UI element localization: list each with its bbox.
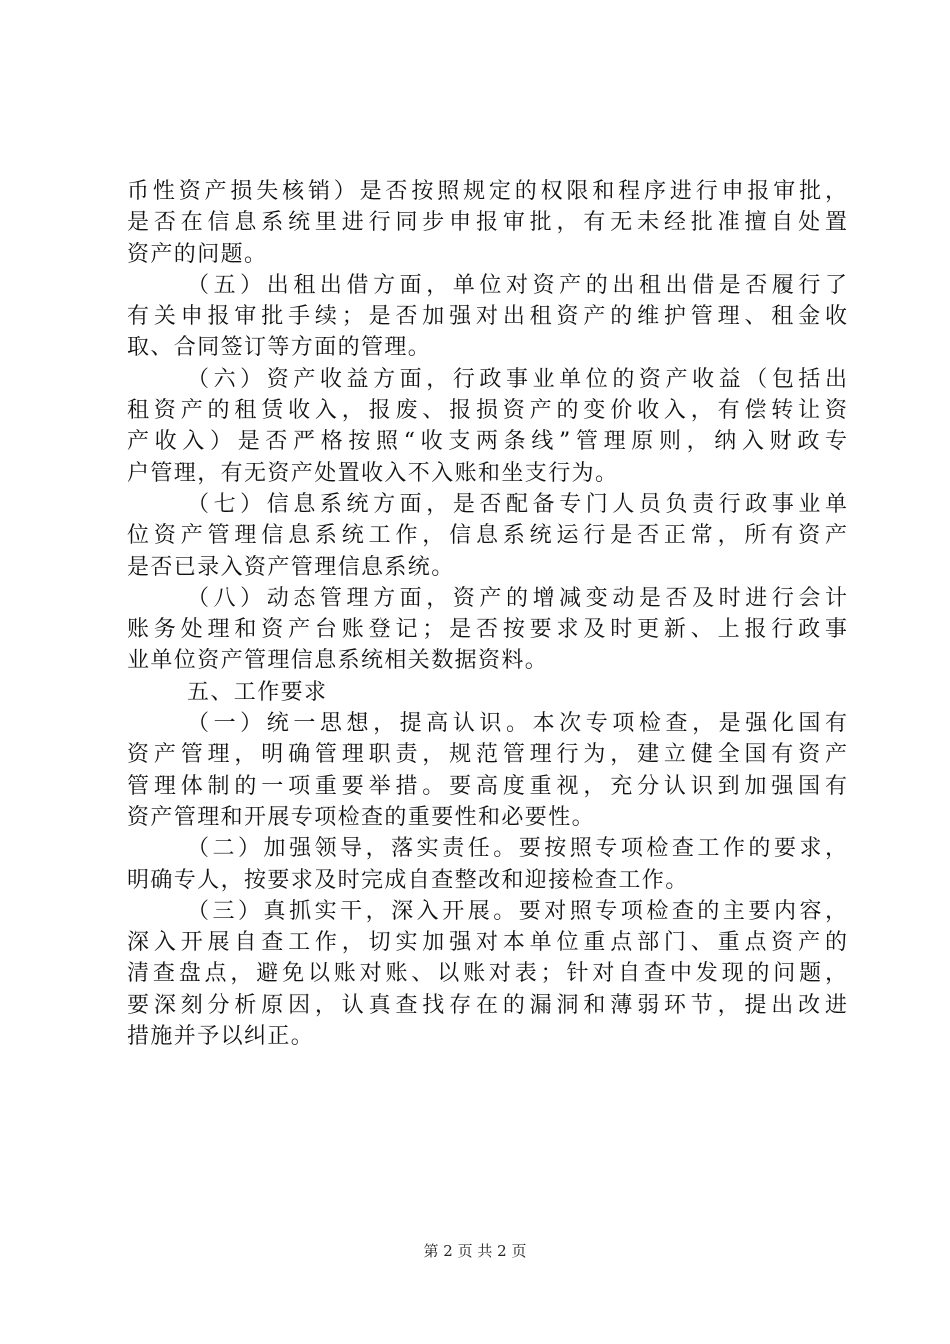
text-line: 资产管理和开展专项检查的重要性和必要性。: [127, 804, 596, 830]
text-line: 五、工作要求: [187, 679, 328, 705]
text-line: （七）信息系统方面，是否配备专门人员负责行政事业单: [187, 491, 847, 517]
text-line: 产收入）是否严格按照“收支两条线”管理原则，纳入财政专: [127, 429, 847, 455]
page-footer: 第 2 页 共 2 页: [423, 1242, 527, 1260]
text-line: （六）资产收益方面，行政事业单位的资产收益（包括出: [187, 366, 847, 392]
text-line: 是否在信息系统里进行同步申报审批，有无未经批准擅自处置: [127, 210, 847, 236]
text-line: 币性资产损失核销）是否按照规定的权限和程序进行申报审批，: [127, 179, 847, 204]
text-line: （五）出租出借方面，单位对资产的出租出借是否履行了: [187, 272, 847, 298]
text-line: 有关申报审批手续；是否加强对出租资产的维护管理、租金收: [127, 304, 847, 330]
text-line: 账务处理和资产台账登记；是否按要求及时更新、上报行政事: [127, 617, 847, 643]
text-line: 业单位资产管理信息系统相关数据资料。: [127, 648, 549, 674]
text-line: 取、合同签订等方面的管理。: [127, 335, 432, 361]
text-line: 户管理，有无资产处置收入不入账和坐支行为。: [127, 460, 619, 486]
text-line: 措施并予以纠正。: [127, 1024, 315, 1050]
text-line: （三）真抓实干，深入开展。要对照专项检查的主要内容，: [187, 898, 847, 924]
text-line: （二）加强领导，落实责任。要按照专项检查工作的要求，: [187, 836, 847, 862]
text-line: 资产的问题。: [127, 241, 268, 267]
text-line: 深入开展自查工作，切实加强对本单位重点部门、重点资产的: [127, 930, 847, 956]
text-line: （一）统一思想，提高认识。本次专项检查，是强化国有: [187, 711, 847, 737]
text-line: 明确专人，按要求及时完成自查整改和迎接检查工作。: [127, 867, 689, 893]
text-line: 要深刻分析原因，认真查找存在的漏洞和薄弱环节，提出改进: [127, 992, 847, 1018]
text-line: 租资产的租赁收入，报废、报损资产的变价收入，有偿转让资: [127, 398, 847, 424]
text-line: （八）动态管理方面，资产的增减变动是否及时进行会计: [187, 585, 847, 611]
text-line: 位资产管理信息系统工作，信息系统运行是否正常，所有资产: [127, 523, 847, 549]
text-line: 管理体制的一项重要举措。要高度重视，充分认识到加强国有: [127, 773, 847, 799]
document-body: [127, 176, 847, 1052]
text-line: 是否已录入资产管理信息系统。: [127, 554, 455, 580]
text-line: 资产管理，明确管理职责，规范管理行为，建立健全国有资产: [127, 742, 847, 768]
text-line: 清查盘点，避免以账对账、以账对表；针对自查中发现的问题，: [127, 961, 847, 987]
